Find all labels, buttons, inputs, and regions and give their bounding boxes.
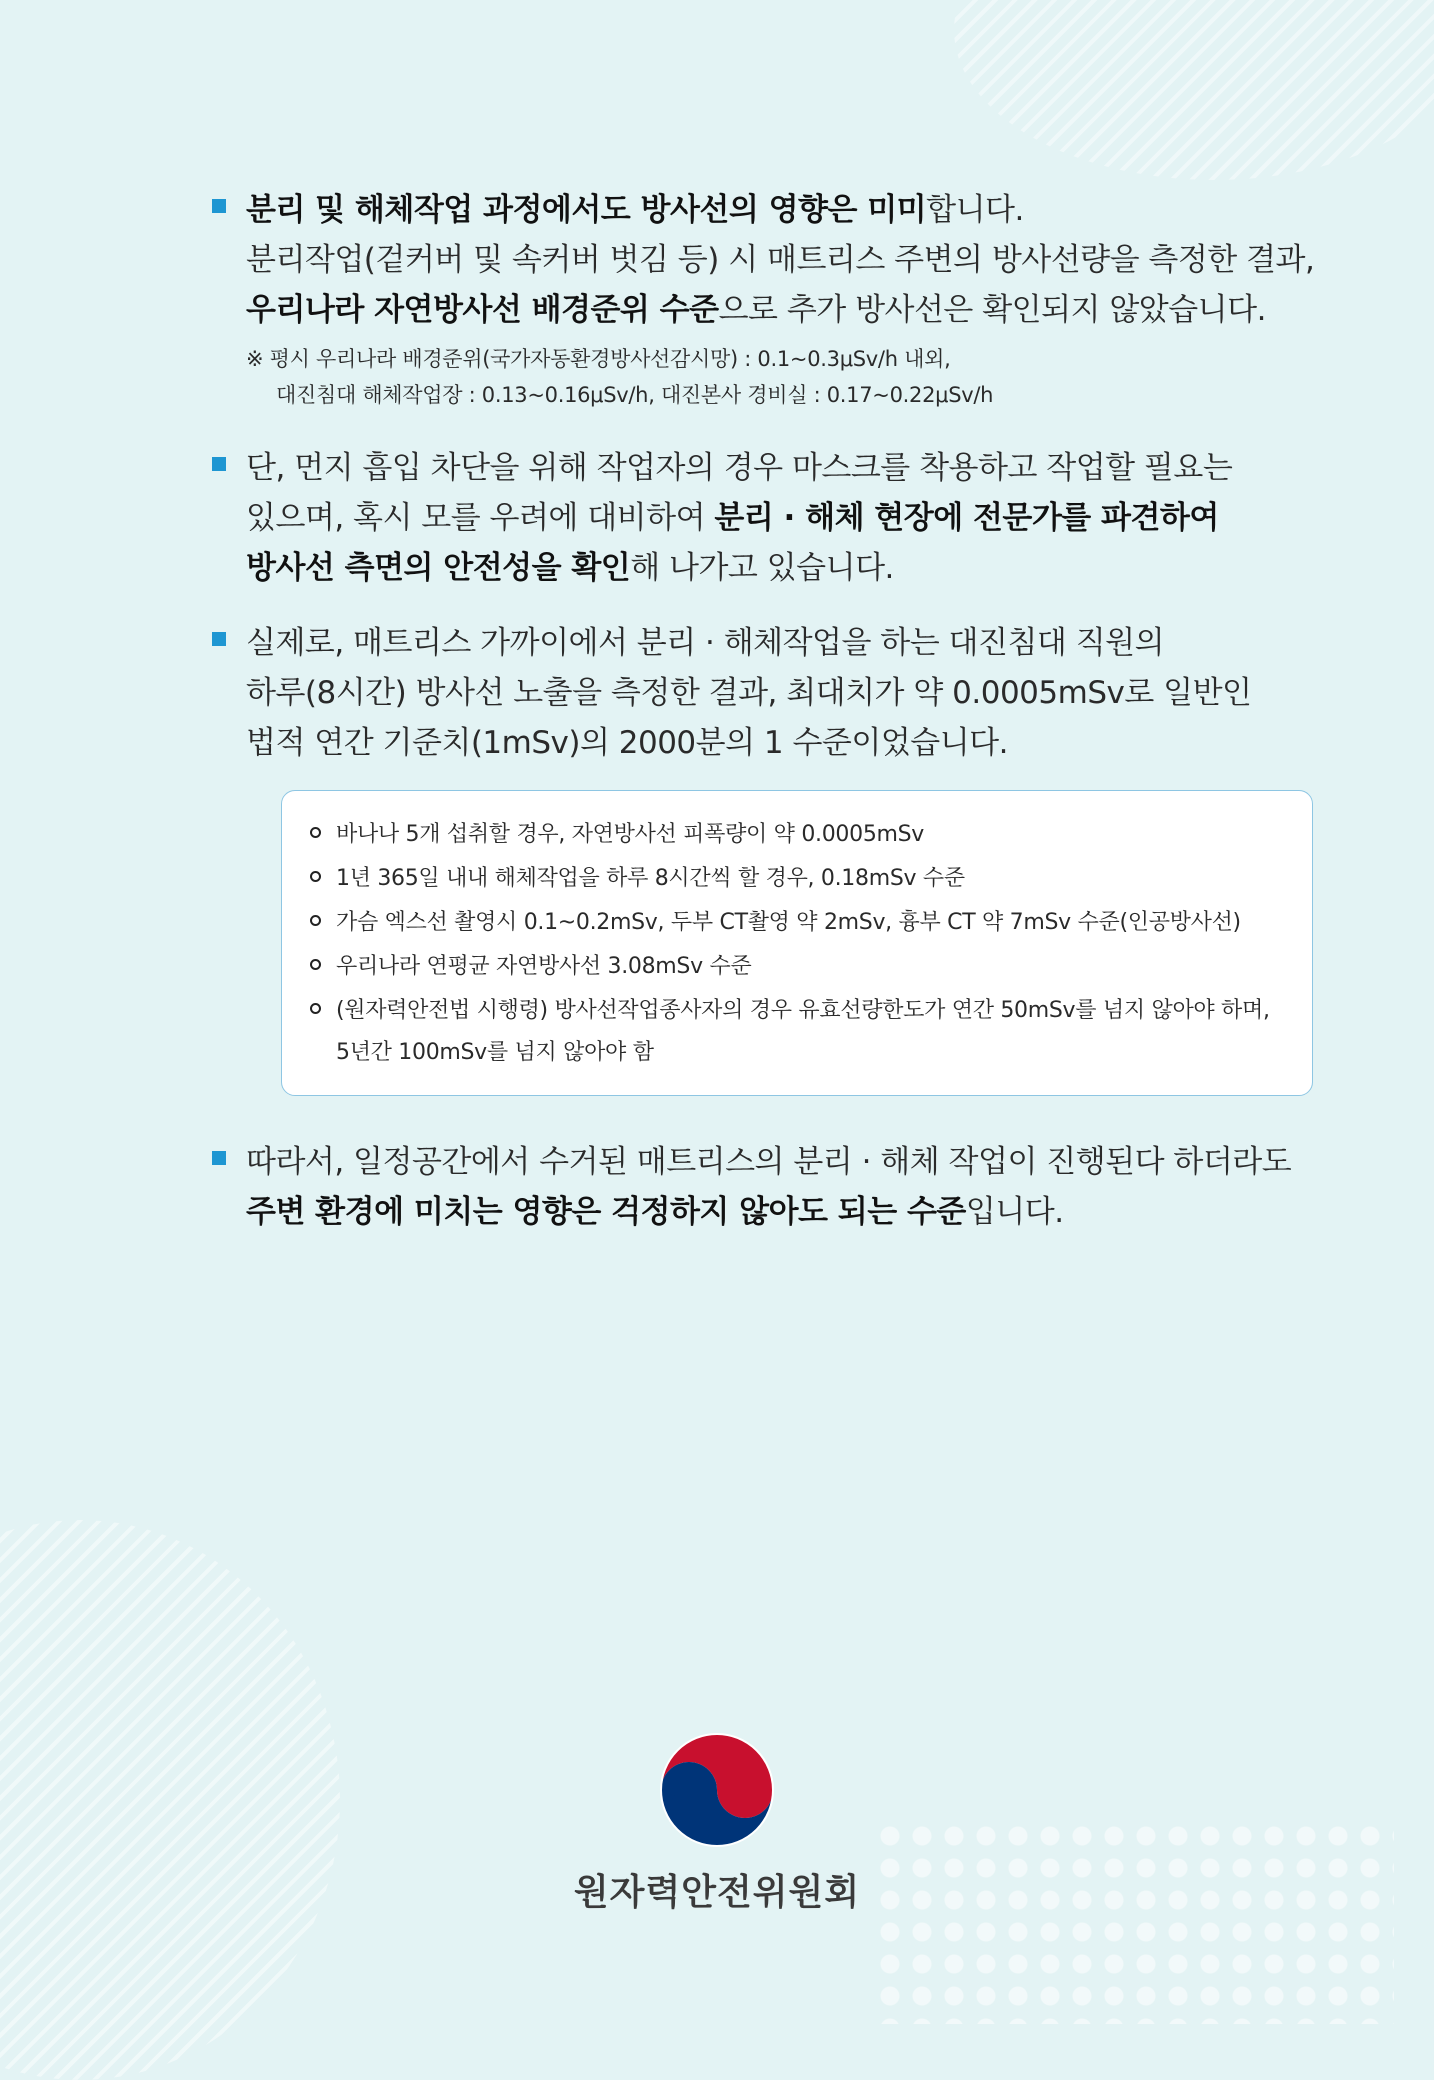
left-stripe-decoration <box>0 1520 340 2080</box>
section-minimal-impact <box>246 185 1326 413</box>
paragraph-line: 단, 먼지 흡입 차단을 위해 작업자의 경우 마스크를 착용하고 작업할 필요는 <box>246 450 1233 486</box>
paragraph-line: 방사선 측면의 안전성을 확인해 나가고 있습니다. <box>246 550 894 586</box>
paragraph-line: 우리나라 자연방사선 배경준위 수준으로 추가 방사선은 확인되지 않았습니다. <box>246 292 1266 328</box>
circle-bullet-icon <box>310 915 321 926</box>
paragraph-line: 하루(8시간) 방사선 노출을 측정한 결과, 최대치가 약 0.0005mSv로 일반인 <box>246 675 1252 711</box>
section-worker-exposure <box>246 618 1326 768</box>
paragraph-line: 분리작업(겉커버 및 속커버 벗김 등) 시 매트리스 주변의 방사선량을 측정한 결과, <box>246 242 1315 278</box>
circle-bullet-icon <box>310 827 321 838</box>
note-line: 대진침대 해체작업장 : 0.13~0.16μSv/h, 대진본사 경비실 : 0.17~0.22μSv/h <box>276 383 994 407</box>
corner-stripe-decoration <box>954 0 1434 180</box>
background-level-note <box>246 341 1326 413</box>
dot-pattern-decoration <box>874 1820 1394 2024</box>
note-line: ※ 평시 우리나라 배경준위(국가자동환경방사선감시망) : 0.1~0.3μSv/h 내외, <box>246 347 951 371</box>
square-bullet-icon <box>212 1151 226 1165</box>
list-item: 가슴 엑스선 촬영시 0.1~0.2mSv, 두부 CT촬영 약 2mSv, 흉부 CT 약 7mSv 수준(인공방사선) <box>310 901 1312 945</box>
square-bullet-icon <box>212 199 226 213</box>
section-mask-and-experts <box>246 443 1326 593</box>
paragraph-line: 분리 및 해체작업 과정에서도 방사선의 영향은 미미합니다. <box>246 192 1024 228</box>
list-item: 우리나라 연평균 자연방사선 3.08mSv 수준 <box>310 945 1312 989</box>
square-bullet-icon <box>212 632 226 646</box>
list-item: 바나나 5개 섭취할 경우, 자연방사선 피폭량이 약 0.0005mSv <box>310 813 1312 857</box>
paragraph-line: 주변 환경에 미치는 영향은 걱정하지 않아도 되는 수준입니다. <box>246 1194 1064 1230</box>
list-item: 1년 365일 내내 해체작업을 하루 8시간씩 할 경우, 0.18mSv 수준 <box>310 857 1312 901</box>
organization-name: 원자력안전위원회 <box>573 1872 861 1913</box>
taegeuk-emblem-icon <box>657 1730 777 1850</box>
list-item: (원자력안전법 시행령) 방사선작업종사자의 경우 유효선량한도가 연간 50mSv를 넘지 않아야 하며, 5년간 100mSv를 넘지 않아야 함 <box>310 989 1312 1073</box>
square-bullet-icon <box>212 457 226 471</box>
section-conclusion <box>246 1137 1326 1237</box>
circle-bullet-icon <box>310 1003 321 1014</box>
circle-bullet-icon <box>310 871 321 882</box>
circle-bullet-icon <box>310 959 321 970</box>
comparison-info-box <box>281 790 1313 1096</box>
paragraph-line: 따라서, 일정공간에서 수거된 매트리스의 분리 · 해체 작업이 진행된다 하더라도 <box>246 1144 1292 1180</box>
paragraph-line: 법적 연간 기준치(1mSv)의 2000분의 1 수준이었습니다. <box>246 725 1008 761</box>
paragraph-line: 있으며, 혹시 모를 우려에 대비하여 분리 · 해체 현장에 전문가를 파견하여 <box>246 500 1219 536</box>
paragraph-line: 실제로, 매트리스 가까이에서 분리 · 해체작업을 하는 대진침대 직원의 <box>246 625 1165 661</box>
